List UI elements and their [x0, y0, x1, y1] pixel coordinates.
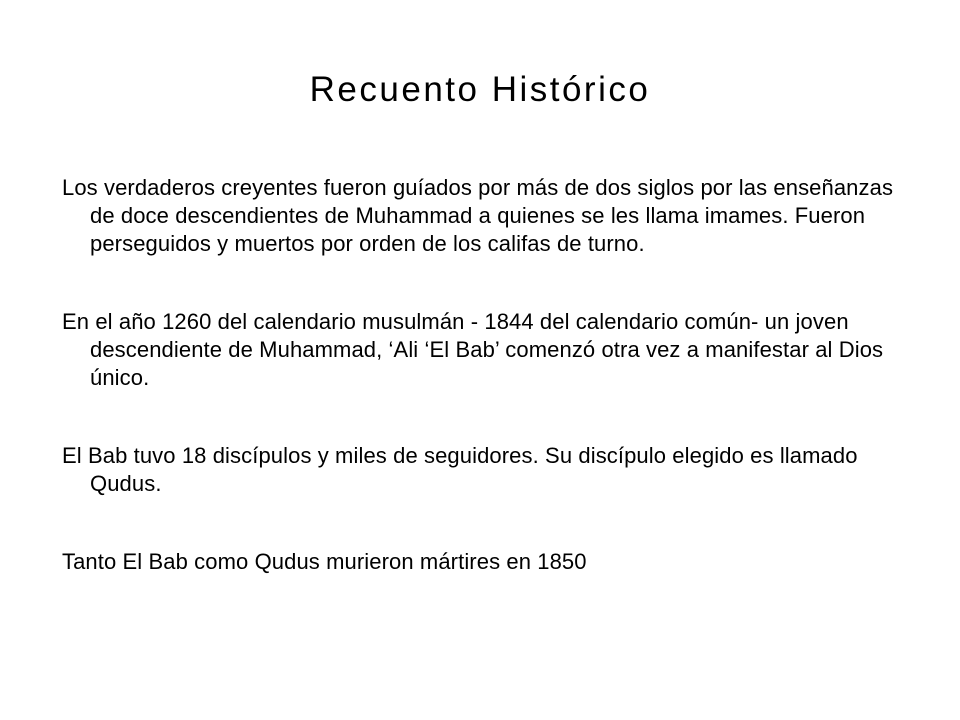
paragraph-el-bab-1844: En el año 1260 del calendario musulmán - 1844 del calendario común- un joven descendiente de Muhammad, ‘Ali ‘El Bab’ comenzó otra vez a manifestar al Dios único.	[62, 309, 884, 390]
slide-body	[62, 174, 910, 576]
paragraph-imames: Los verdaderos creyentes fueron guíados por más de dos siglos por las enseñanzas de doce descendientes de Muhammad a quienes se les llama imames. Fueron perseguidos y muertos por orden de los califas de turno.	[62, 175, 894, 256]
slide-title: Recuento Histórico	[309, 70, 651, 109]
paragraph-disciples: El Bab tuvo 18 discípulos y miles de seguidores. Su discípulo elegido es llamado Qudus.	[62, 443, 858, 496]
paragraph-martyrs: Tanto El Bab como Qudus murieron mártires en 1850	[62, 549, 587, 574]
